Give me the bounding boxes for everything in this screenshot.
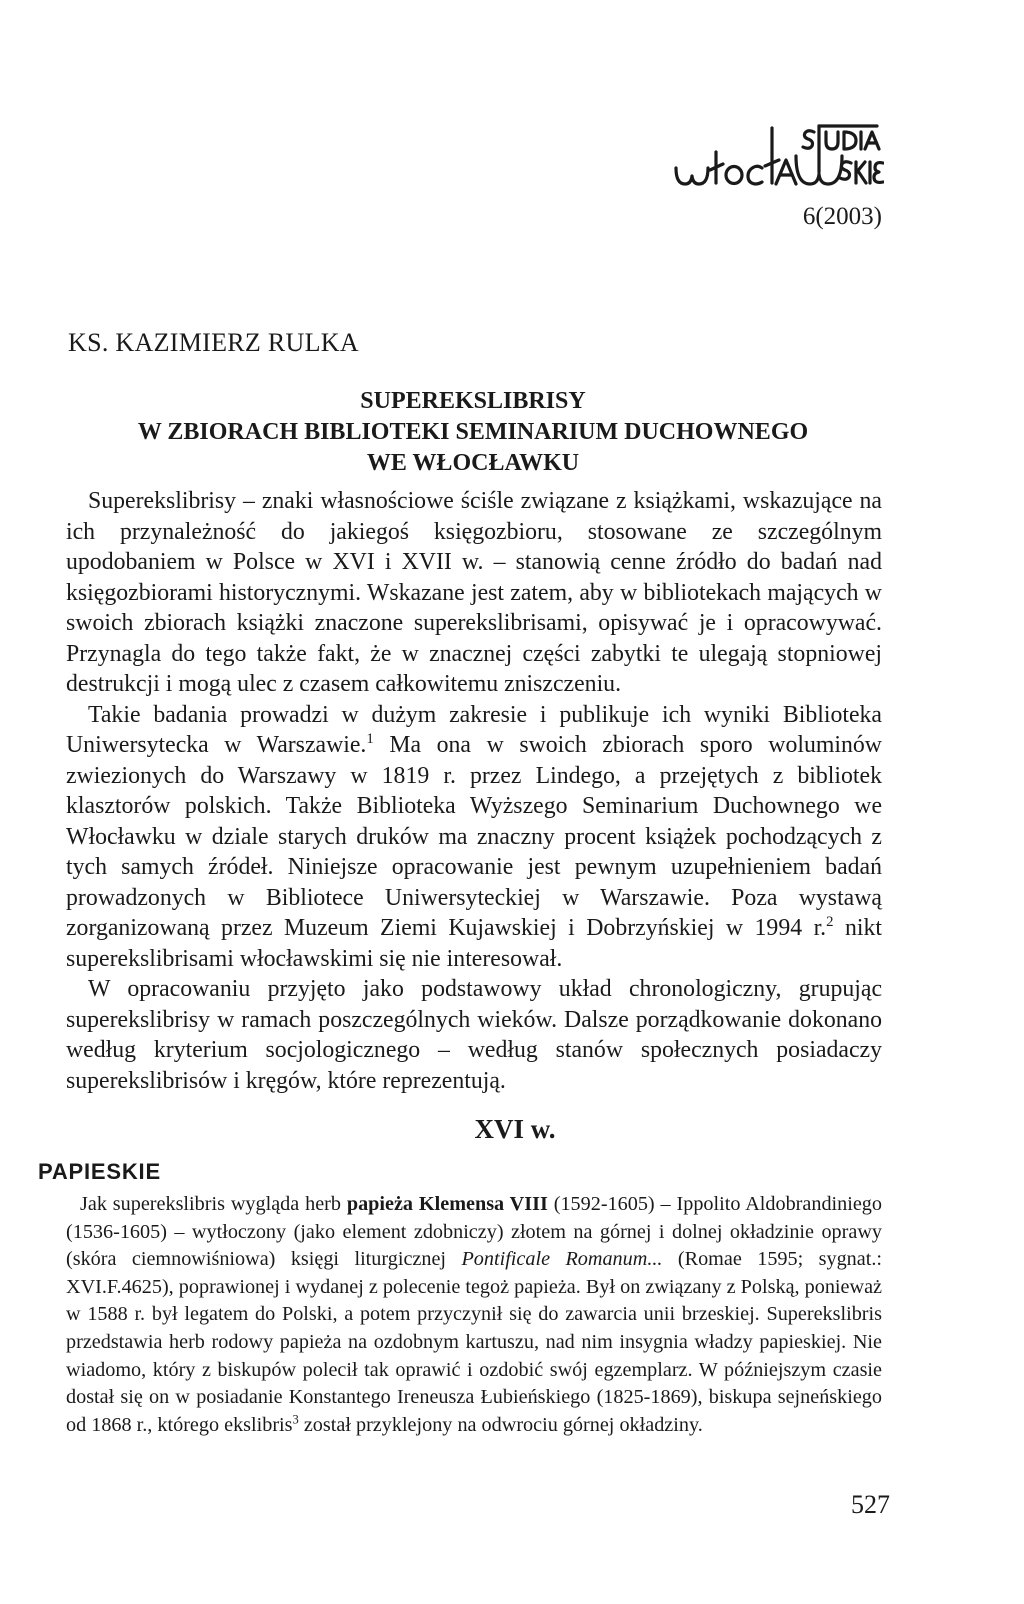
paragraph: W opracowaniu przyjęto jako podstawowy układ chronologiczny, grupując superekslibrisy w ramach poszczególnych wieków. Dalsze porządkowanie dokonano według kryterium socjologicznego – według stanów społecznych posiadaczy superekslibrisów i kręgów, które reprezentują. (66, 976, 882, 1094)
paragraph (66, 1191, 882, 1439)
section-heading: XVI w. (474, 1114, 556, 1144)
subsection-body (66, 1191, 882, 1439)
issue-number: 6(2003) (802, 203, 882, 230)
title-line: WE WŁOCŁAWKU (366, 450, 580, 476)
article-author: KS. KAZIMIERZ RULKA (68, 328, 359, 357)
article-body (66, 486, 882, 1096)
paragraph (66, 700, 882, 975)
footnote-ref: 3 (292, 1412, 299, 1427)
paragraph-text: (1592-1605) – Ippolito Aldobrandiniego (1536-1605) – wytłoczony (jako element zdobniczy) złotem na górnej i dolnej okładzinie oprawy (skóra ciemnowiśniowa) księgi liturgicznej (66, 1193, 882, 1271)
article-title (64, 386, 882, 479)
subsection-heading: PAPIESKIE (38, 1159, 161, 1184)
footnote-ref: 1 (366, 731, 374, 748)
paragraph-text: został przyklejony na odwrociu górnej okładziny. (298, 1413, 703, 1436)
paragraph: Superekslibrisy – znaki własnościowe ściśle związane z książkami, wskazujące na ich przynależność do jakiegoś księgozbioru, stosowane ze szczególnym upodobaniem w Polsce w XVI i XVII w. – stanowią cenne źródło do badań nad księgozbiorami historycznymi. Wskazane jest zatem, aby w bibliotekach mających w swoich zbiorach książki znaczone superekslibrisami, opisywać je i opracowywać. Przynagla do tego także fakt, że w znacznej części zabytki te ulegają stopniowej destrukcji i mogą ulec z czasem całkowitemu zniszczeniu. (66, 488, 882, 697)
emphasis-bold: papieża Klemensa VIII (346, 1193, 548, 1215)
page-number: 527 (851, 1490, 890, 1519)
paragraph-text: Takie badania prowadzi w dużym zakresie i publikuje ich wyniki Biblioteka Uniwersytecka w Warszawie. (66, 701, 882, 758)
paragraph-text: Ma ona w swoich zbiorach sporo woluminów zwiezionych do Warszawy w 1819 r. przez Lindego, a przejętych z bibliotek klasztorów polskich. Także Biblioteka Wyższego Seminarium Duchownego we Włocławku w dziale starych druków ma znaczny procent książek pochodzących z tych samych źródeł. Niniejsze opracowanie jest pewnym uzupełnieniem badań prowadzonych w Bibliotece Uniwersyteckiej w Warszawie. Poza wystawą zorganizowaną przez Muzeum Ziemi Kujawskiej i Dobrzyńskiej w 1994 r. (66, 732, 882, 941)
journal-logo (674, 122, 884, 186)
paragraph-text: nikt superekslibrisami włocławskimi się nie interesował. (66, 915, 882, 972)
book-title: Pontificale Romanum... (461, 1248, 663, 1271)
title-line: W ZBIORACH BIBLIOTEKI SEMINARIUM DUCHOWNEGO (137, 419, 809, 445)
paragraph-text: (Romae 1595; sygnat.: XVI.F.4625), poprawionej i wydanej z polecenie tegoż papieża. Był on związany z Polską, ponieważ w 1588 r. był legatem do Polski, a potem przyczynił się do zawarcia unii brzeskiej. Superekslibris przedstawia herb rodowy papieża na ozdobnym kartuszu, nad nim insygnia władzy papieskiej. Nie wiadomo, który z biskupów polecił tak oprawić i ozdobić swój egzemplarz. W późniejszym czasie dostał się on w posiadanie Konstantego Ireneusza Łubieńskiego (1825-1869), biskupa sejneńskiego od 1868 r., którego ekslibris (66, 1248, 882, 1436)
paragraph-text: Jak superekslibris wygląda herb (80, 1193, 347, 1215)
footnote-ref: 2 (826, 914, 834, 931)
title-line: SUPEREKSLIBRISY (360, 388, 586, 414)
